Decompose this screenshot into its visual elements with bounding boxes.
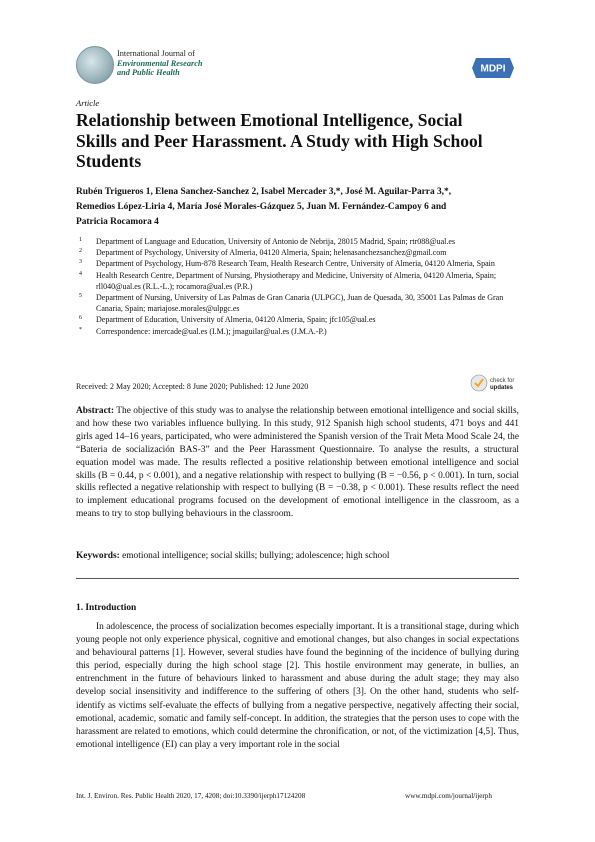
mdpi-logo <box>470 56 516 80</box>
svg-text:check for: check for <box>490 378 515 384</box>
affiliation-item: * Correspondence: imercade@ual.es (I.M.); jmaguilar@ual.es (J.M.A.-P.) <box>79 326 327 336</box>
introduction-paragraph: In adolescence, the process of socialization becomes especially important. It is a transitional stage, during which young people not only experience physical, cognitive and emotional changes, but also changes in social expectations and behavioural patterns [1]. However, several studies have found the beginning of the incidence of bullying during this period, especially during the high school stage [2]. This hostile environment may generate, in bullies, an entrenchment in the future of behaviours linked to harassment and abuse during the adult stage; they may also develop social insensitivity and indifference to the suffering of others [3]. On the other hand, students who self-identify as victims self-evaluate the effects of bullying from a negative perspective, negatively affecting their social, emotional, academic, somatic and family self-concept. In addition, the strategies that the person uses to cope with the harassment are related to emotions, which could determine the chronification, or not, of the victimization [4,5]. Thus, emotional intelligence (EI) can play a very important role in the social <box>76 622 519 750</box>
journal-line2: Environmental Research <box>117 58 203 68</box>
affiliation-item: 4 Health Research Centre, Department of Nursing, Physiotherapy and Medicine, University of Almeria, 04120 Almeria, Spain; rll040@ual.es (R.L.-L.); rocamora@ual.es (P.R.) <box>79 270 497 291</box>
authors-line3: Patricia Rocamora 4 <box>76 217 159 227</box>
authors <box>76 185 526 230</box>
abstract-text: The objective of this study was to analyse the relationship between emotional intelligence and social skills, and how these two variables influence bullying. In this study, 912 Spanish high school students, 471 boys and 441 girls aged 14–16 years, participated, who were administered the Spanish version of the Trait Meta Mood Scale 24, the “Bateria de socialización BAS-3” and the Peer Harassment Questionnaire. To analyse the results, a structural equation model was made. The results reflected a positive relationship between emotional intelligence and social skills (B = 0.44, p < 0.001), and a negative relationship with respect to bullying (B = −0.56, p < 0.001). In turn, social skills reflected a negative relationship with respect to bullying (B = −0.38, p < 0.001). These results reflect the need to implement educational programs focused on the development of emotional intelligence in the classroom, as a means to try to stop bullying behaviours in the classroom. <box>76 406 519 520</box>
keywords-label: Keywords: <box>76 551 120 561</box>
abstract-label: Abstract: <box>76 406 115 416</box>
mdpi-logo-text: MDPI <box>480 63 506 75</box>
affiliations <box>76 236 526 337</box>
journal-name <box>117 49 203 78</box>
footer-journal-url[interactable]: www.mdpi.com/journal/ijerph <box>405 792 492 800</box>
affiliation-item: 6 Department of Education, University of Almeria, 04120 Almeria, Spain; jfc105@ual.es <box>79 315 376 325</box>
section-divider <box>76 578 519 579</box>
keywords <box>76 551 519 561</box>
authors-line1: Rubén Trigueros 1, Elena Sanchez-Sanchez 2, Isabel Mercader 3,*, José M. Aguilar-Parra 3,*, <box>76 187 452 197</box>
affiliation-item: 1 Department of Language and Education, University of Antonio de Nebrija, 28015 Madrid, Spain; rtr088@ual.es <box>79 237 456 246</box>
article-type: Article <box>76 98 100 108</box>
section-heading: 1. Introduction <box>76 603 137 613</box>
affiliation-item: 2 Department of Psychology, University of Almeria, 04120 Almeria, Spain; helenasanchezsanchez@gmail.com <box>79 248 447 258</box>
publication-dates: Received: 2 May 2020; Accepted: 8 June 2020; Published: 12 June 2020 <box>76 382 309 391</box>
affiliation-item: 5 Department of Nursing, University of Las Palmas de Gran Canaria (ULPGC), Juan de Quesada, 30, 35001 Las Palmas de Gran Canaria, Spain; mariajose.morales@ulpgc.es <box>79 293 504 314</box>
check-for-updates-badge[interactable] <box>470 372 522 394</box>
abstract <box>76 405 519 521</box>
journal-line1: International Journal of <box>117 49 195 58</box>
journal-line3: and Public Health <box>117 68 180 78</box>
journal-logo <box>76 46 114 84</box>
affiliation-item: 3 Department of Psychology, Hum-878 Research Team, Health Research Centre, University of Almeria, 04120 Almeria, Spain <box>79 259 495 269</box>
footer-citation: Int. J. Environ. Res. Public Health 2020, 17, 4208; doi:10.3390/ijerph17124208 <box>76 792 306 800</box>
paper-title: Relationship between Emotional Intelligence, Social Skills and Peer Harassment. A Study with High School Students <box>76 110 483 171</box>
keywords-text: emotional intelligence; social skills; bullying; adolescence; high school <box>122 551 390 561</box>
authors-line2: Remedios López-Liria 4, María José Morales-Gázquez 5, Juan M. Fernández-Campoy 6 and <box>76 202 447 212</box>
svg-text:updates: updates <box>490 385 514 391</box>
